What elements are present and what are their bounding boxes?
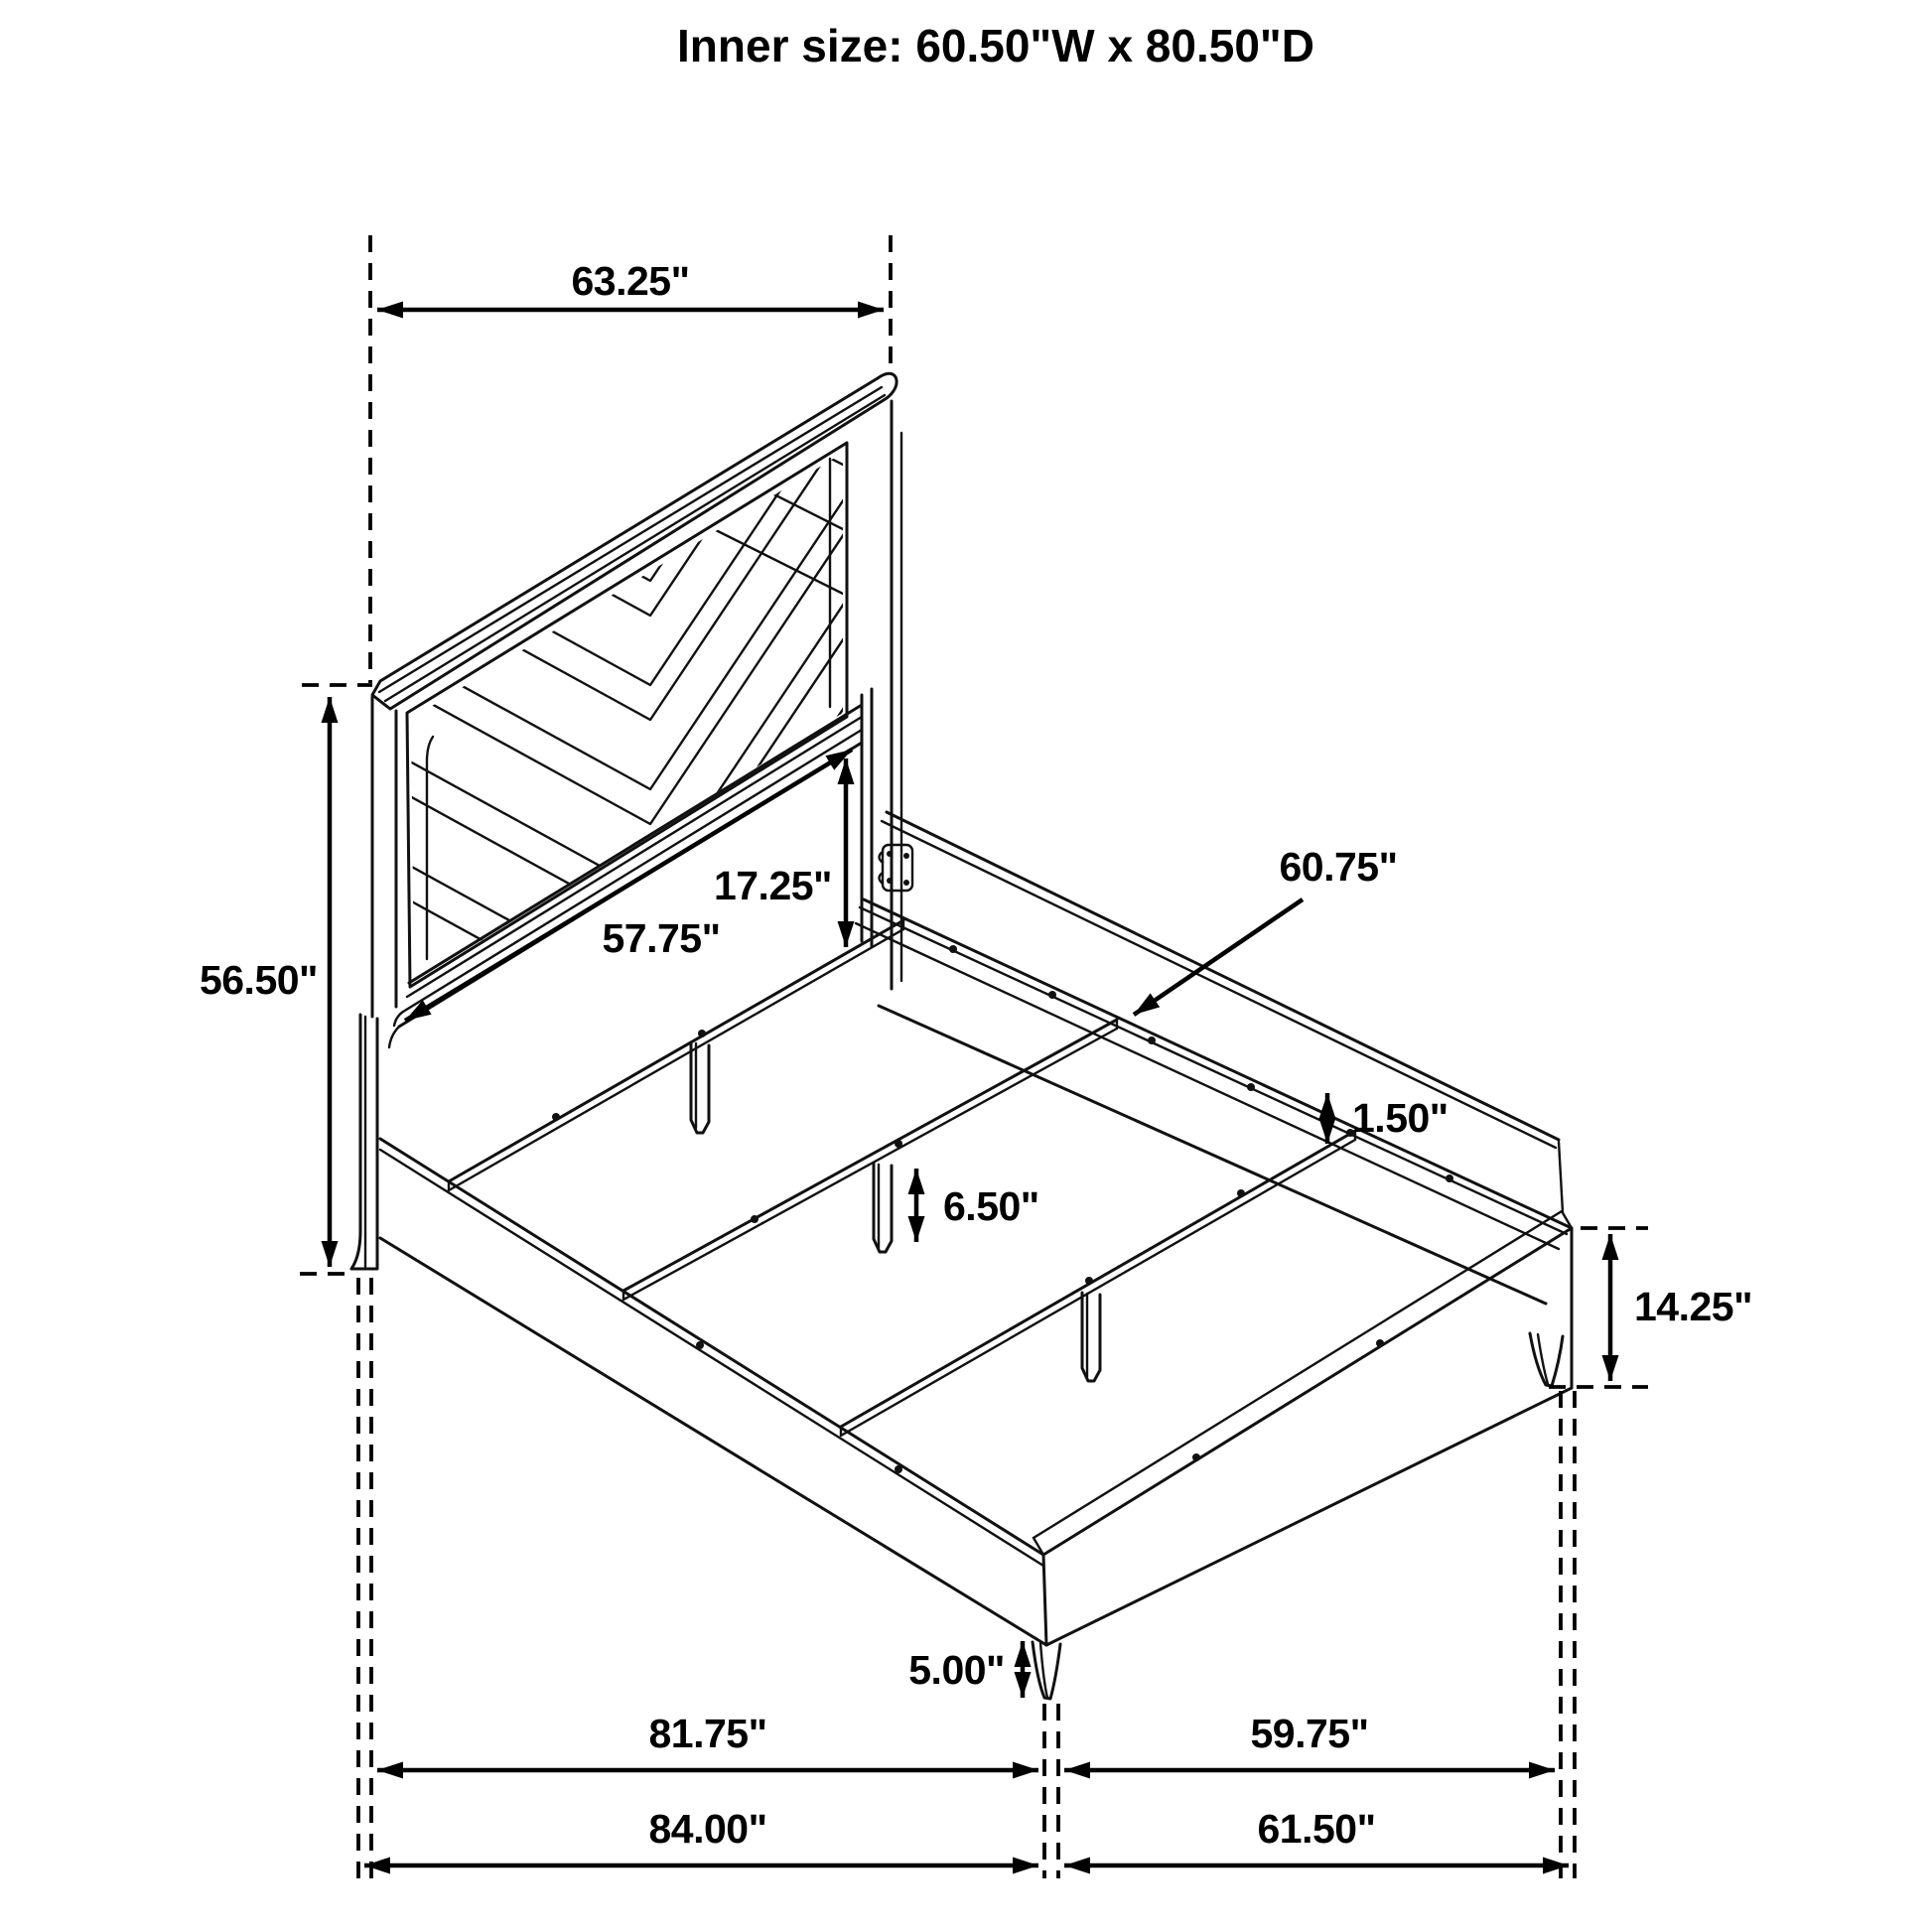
slat-rail-top	[623, 1020, 1117, 1291]
bracket-hole	[903, 853, 909, 859]
bracket-hole	[903, 880, 909, 886]
screw-hole	[1237, 1189, 1245, 1197]
near-foot-leg	[1033, 1642, 1060, 1699]
screw-hole	[751, 1215, 759, 1223]
screw-hole	[1048, 991, 1056, 999]
label-overall-depth: 84.00"	[648, 1806, 767, 1852]
footboard-top-inner	[1034, 1211, 1562, 1538]
label-panel-to-slat: 17.25"	[713, 863, 832, 908]
screw-hole	[1192, 1453, 1200, 1461]
screw-hole	[698, 1030, 706, 1037]
label-rail-ledge-thickness: 1.50"	[1352, 1095, 1449, 1141]
labels	[200, 20, 1752, 1852]
center-support-leg	[1082, 1293, 1100, 1381]
rail-corner-join	[1559, 1142, 1563, 1212]
page-title: Inner size: 60.50"W x 80.50"D	[677, 20, 1314, 71]
dim-slat-rail-length	[1134, 899, 1303, 1015]
leader-arrow	[1134, 899, 1303, 1015]
screw-hole	[1376, 1339, 1384, 1347]
screw-hole	[895, 1465, 902, 1473]
screw-hole	[696, 1341, 704, 1349]
far-side-rail	[856, 812, 1572, 1304]
footboard-top-outer	[1043, 1228, 1572, 1555]
screw-hole	[552, 1113, 560, 1121]
screw-hole	[949, 945, 957, 953]
chevron-strip	[377, 559, 874, 894]
label-foot-leg-height: 5.00"	[908, 1647, 1005, 1693]
center-support-leg	[691, 1042, 709, 1133]
slat-ledge	[864, 899, 1572, 1228]
screw-hole	[1148, 1036, 1156, 1044]
label-frame-length: 81.75"	[648, 1711, 767, 1756]
label-overall-width: 61.50"	[1257, 1806, 1376, 1852]
dimension-annotations	[300, 235, 1648, 1878]
crown-outline	[372, 373, 897, 709]
label-center-leg-height: 6.50"	[943, 1183, 1039, 1229]
label-headboard-height: 56.50"	[199, 957, 318, 1003]
chevron-strip	[377, 350, 874, 685]
slat-rail-bottom	[623, 1029, 1117, 1300]
rail-inner-bottom	[879, 1006, 1546, 1304]
label-footboard-span: 59.75"	[1250, 1711, 1369, 1756]
center-support-leg	[874, 1164, 892, 1252]
label-headboard-width: 63.25"	[571, 258, 690, 304]
leg-outline	[874, 1164, 892, 1252]
mounting-bracket	[880, 845, 913, 891]
leg-outline	[1082, 1293, 1100, 1381]
far-foot-leg	[1530, 1333, 1563, 1386]
slat-rail-bottom	[449, 929, 903, 1190]
footboard-bottom-edge	[1046, 1388, 1572, 1645]
footboard-near-edge	[1043, 1555, 1046, 1645]
headboard-near-post	[351, 697, 396, 1269]
rail-bottom-edge	[380, 1238, 1046, 1645]
chevron-strip	[377, 455, 874, 789]
projection-lines	[358, 1278, 1575, 1878]
label-slat-rail-length: 60.75"	[1279, 844, 1398, 890]
label-footboard-height: 14.25"	[1634, 1284, 1753, 1329]
bed-frame-drawing	[351, 246, 1572, 1699]
crown-molding-line	[379, 387, 882, 692]
bracket-hole	[887, 878, 893, 884]
screw-hole	[895, 1140, 902, 1148]
label-headboard-panel-width: 57.75"	[602, 915, 721, 961]
slat-rail-2	[623, 1020, 1117, 1300]
molding-end-curve	[389, 1027, 399, 1047]
rail-edge	[882, 821, 1556, 1148]
screw-hole	[1247, 1083, 1255, 1091]
screw-hole	[1446, 1174, 1453, 1182]
headboard-crown	[372, 373, 897, 709]
leg-outline	[691, 1042, 709, 1133]
dim-footboard-height	[1549, 1228, 1648, 1387]
footboard	[1034, 1211, 1572, 1645]
chevron-strip	[377, 489, 874, 824]
bracket-hole	[887, 851, 893, 857]
screw-hole	[1085, 1277, 1093, 1285]
